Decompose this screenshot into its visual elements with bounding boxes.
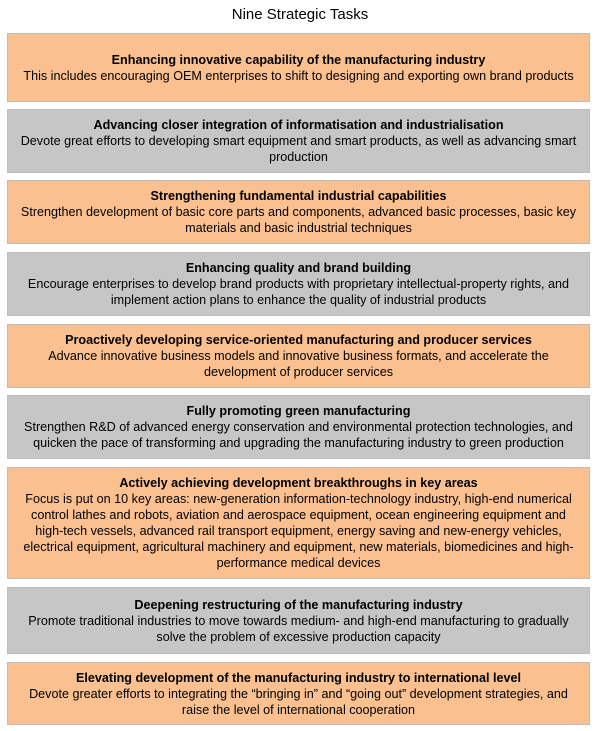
task-heading: Enhancing quality and brand building <box>185 261 412 275</box>
task-description: Encourage enterprises to develop brand products with proprietary intellectual-property rights, and implement action plans to enhance the quality of industrial products <box>27 277 570 307</box>
task-description: Advance innovative business models and innovative business formats, and accelerate the development of producer services <box>48 349 549 379</box>
task-box-3 <box>7 180 590 244</box>
task-description: Promote traditional industries to move towards medium- and high-end manufacturing to gradually solve the problem of excessive production capacity <box>28 613 569 644</box>
diagram-title: Nine Strategic Tasks <box>231 6 369 23</box>
task-box-5 <box>7 324 590 388</box>
task-description: Devote great efforts to developing smart equipment and smart products, as well as advancing smart production <box>20 134 577 164</box>
task-description: Focus is put on 10 key areas: new-generation information-technology industry, high-end numerical control lathes and robots, aviation and aerospace equipment, ocean engineering equipment and high-tech vessels, advanced rail transport equipment, energy saving and new-energy vehicles, electrical equipment, agricultural machinery and equipment, new materials, biomedicines and high-performance medical devices <box>23 492 574 570</box>
task-box-8 <box>7 587 590 654</box>
task-heading: Enhancing innovative capability of the manufacturing industry <box>111 52 486 67</box>
task-box-1 <box>7 33 590 102</box>
task-heading: Deepening restructuring of the manufacturing industry <box>134 597 463 612</box>
task-heading: Actively achieving development breakthroughs in key areas <box>119 476 478 490</box>
task-heading: Fully promoting green manufacturing <box>186 404 411 418</box>
task-box-7 <box>7 467 590 579</box>
task-box-2 <box>7 109 590 173</box>
task-heading: Elevating development of the manufacturing industry to international level <box>75 670 522 685</box>
task-description: This includes encouraging OEM enterprises to shift to designing and exporting own brand products <box>23 68 574 83</box>
task-description: Strengthen development of basic core parts and components, advanced basic processes, basic key materials and basic industrial techniques <box>20 205 577 235</box>
task-description: Devote greater efforts to integrating the “bringing in” and “going out” development strategies, and raise the level of international cooperation <box>29 686 568 717</box>
task-box-6 <box>7 395 590 459</box>
task-description: Strengthen R&D of advanced energy conservation and environmental protection technologies, and quicken the pace of transforming and upgrading the manufacturing industry to green production <box>24 420 573 450</box>
task-box-4 <box>7 252 590 316</box>
task-heading: Proactively developing service-oriented manufacturing and producer services <box>65 333 532 347</box>
task-heading: Advancing closer integration of informatisation and industrialisation <box>93 118 504 132</box>
task-box-9 <box>7 662 590 725</box>
task-heading: Strengthening fundamental industrial capabilities <box>150 189 447 203</box>
